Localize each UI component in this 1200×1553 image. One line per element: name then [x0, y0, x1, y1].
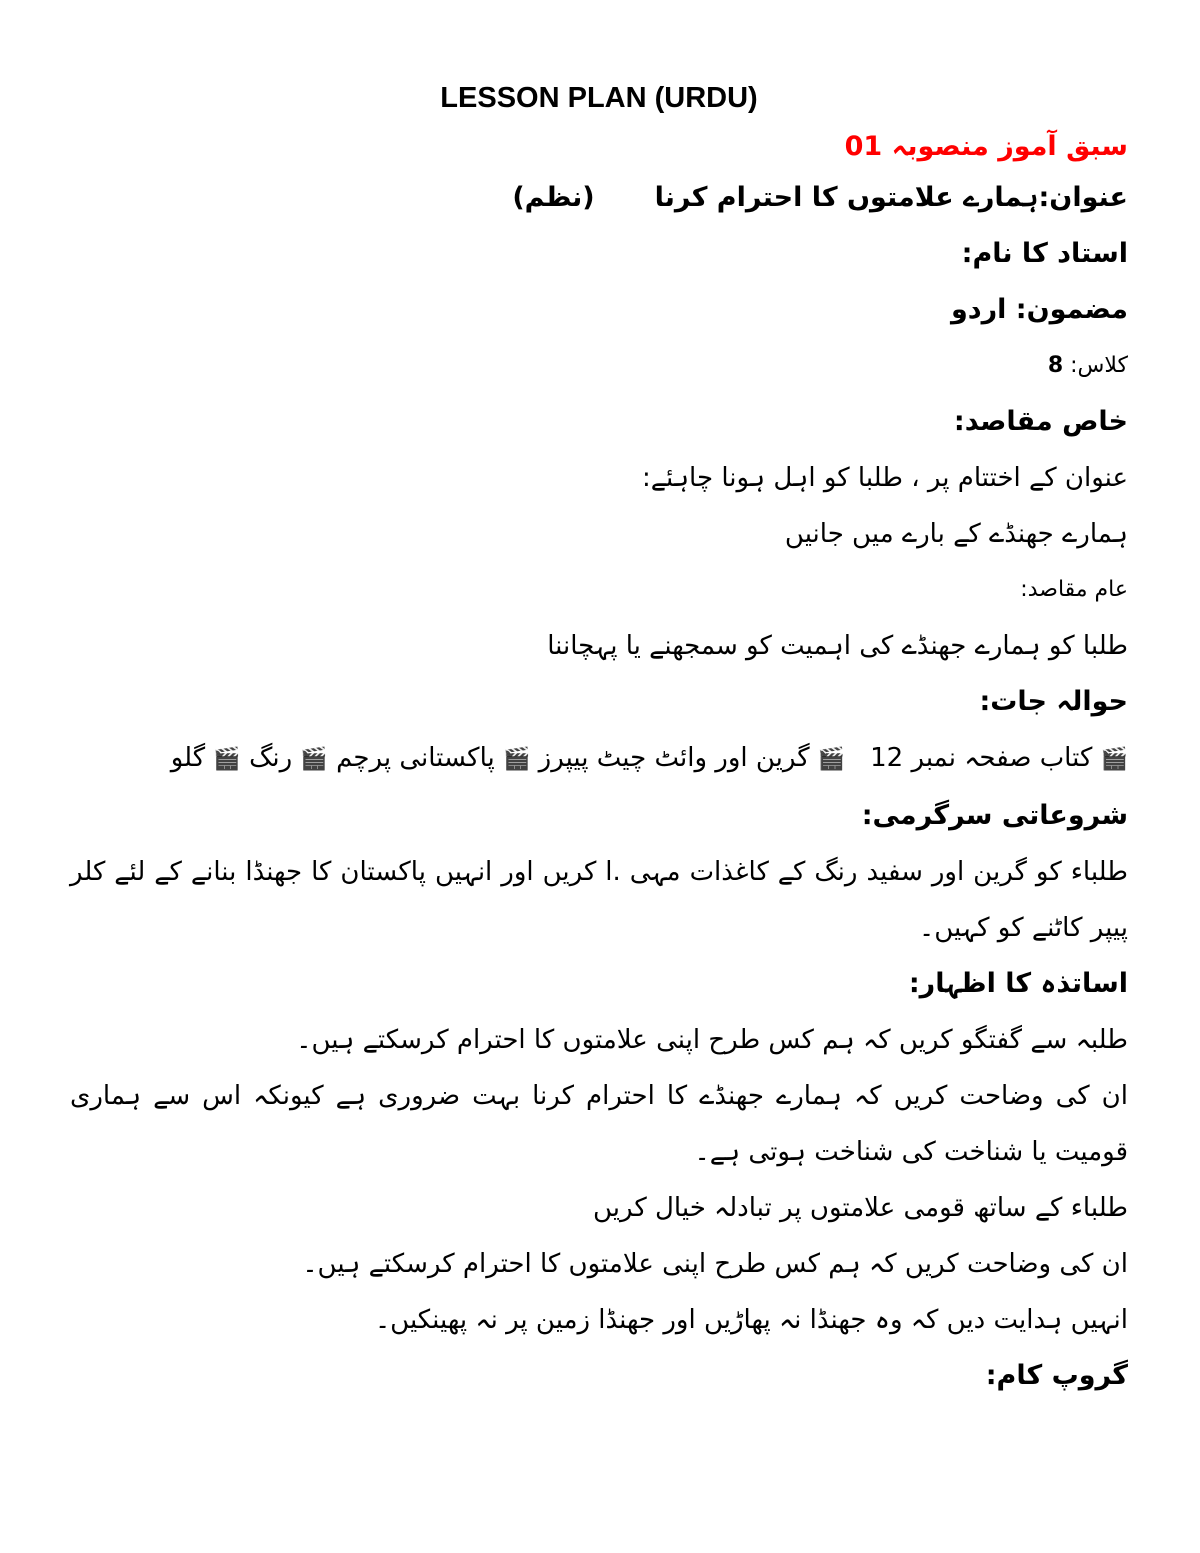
reference-item: پاکستانی پرچم	[336, 743, 495, 773]
bullet-icon: 🎬	[300, 747, 328, 772]
reference-item: گرین اور وائٹ چیٹ پیپرز	[538, 743, 810, 773]
lesson-plan-page	[70, 72, 1128, 1404]
teacher-expression-line: انہیں ہدایت دیں کہ وہ جھنڈا نہ پھاڑیں اور جھنڈا زمین پر نہ پھینکیں۔	[374, 1305, 1128, 1335]
references-list	[70, 730, 1128, 788]
class-label: کلاس:	[1070, 353, 1128, 378]
class-line	[70, 338, 1128, 394]
class-value: 8	[1047, 353, 1064, 378]
teacher-expression-line: طلباء کے ساتھ قومی علامتوں پر تبادلہ خیال کریں	[593, 1193, 1128, 1223]
topic-value: ہمارے علامتوں کا احترام کرنا	[654, 182, 1039, 213]
specific-objectives-heading: خاص مقاصد:	[953, 406, 1128, 437]
topic-genre: (نظم)	[512, 182, 595, 213]
group-work-heading: گروپ کام:	[985, 1360, 1128, 1391]
specific-objective-item: ہمارے جھنڈے کے بارے میں جانیں	[784, 519, 1128, 549]
teacher-expression-line: ان کی وضاحت کریں کہ ہمارے جھنڈے کا احترام کرنا بہت ضروری ہے کیونکہ اس سے ہماری قومیت یا شناخت کی شناخت ہوتی ہے۔	[70, 1081, 1128, 1167]
subject-label: مضمون:	[1015, 294, 1128, 325]
general-objective-item: طلبا کو ہمارے جھنڈے کی اہمیت کو سمجھنے یا پہچاننا	[547, 631, 1128, 661]
bullet-icon: 🎬	[817, 747, 846, 772]
bullet-icon: 🎬	[1100, 747, 1128, 772]
general-objectives-heading: عام مقاصد:	[1020, 577, 1128, 602]
reference-item: رنگ	[249, 743, 293, 773]
teacher-expression-heading: اساتذہ کا اظہار:	[908, 968, 1128, 999]
starter-activity-text: طلباء کو گرین اور سفید رنگ کے کاغذات مہی .ا کریں اور انہیں پاکستان کا جھنڈا بنانے کے لئے کلر پیپر کاٹنے کو کہیں۔	[70, 857, 1128, 943]
teacher-name-line: استاد کا نام:	[961, 238, 1128, 269]
bullet-icon: 🎬	[213, 747, 241, 772]
reference-item: گلو	[170, 743, 206, 773]
references-heading: حوالہ جات:	[979, 686, 1128, 717]
starter-activity-heading: شروعاتی سرگرمی:	[861, 800, 1128, 831]
subject-line	[70, 282, 1128, 338]
plan-number: سبق آموز منصوبہ 01	[844, 131, 1128, 162]
teacher-expression-line: ان کی وضاحت کریں کہ ہم کس طرح اپنی علامتوں کا احترام کرسکتے ہیں۔	[302, 1249, 1128, 1279]
specific-objectives-intro: عنوان کے اختتام پر ، طلبا کو اہل ہونا چاہئے:	[641, 463, 1128, 493]
subject-value: اردو	[950, 294, 1007, 325]
topic-label: عنوان:	[1038, 182, 1128, 213]
document-title: LESSON PLAN (URDU)	[440, 82, 758, 114]
teacher-expression-line: طلبہ سے گفتگو کریں کہ ہم کس طرح اپنی علامتوں کا احترام کرسکتے ہیں۔	[296, 1025, 1128, 1055]
topic-line	[70, 170, 1128, 226]
bullet-icon: 🎬	[503, 747, 531, 772]
reference-item: کتاب صفحہ نمبر 12	[870, 743, 1093, 773]
